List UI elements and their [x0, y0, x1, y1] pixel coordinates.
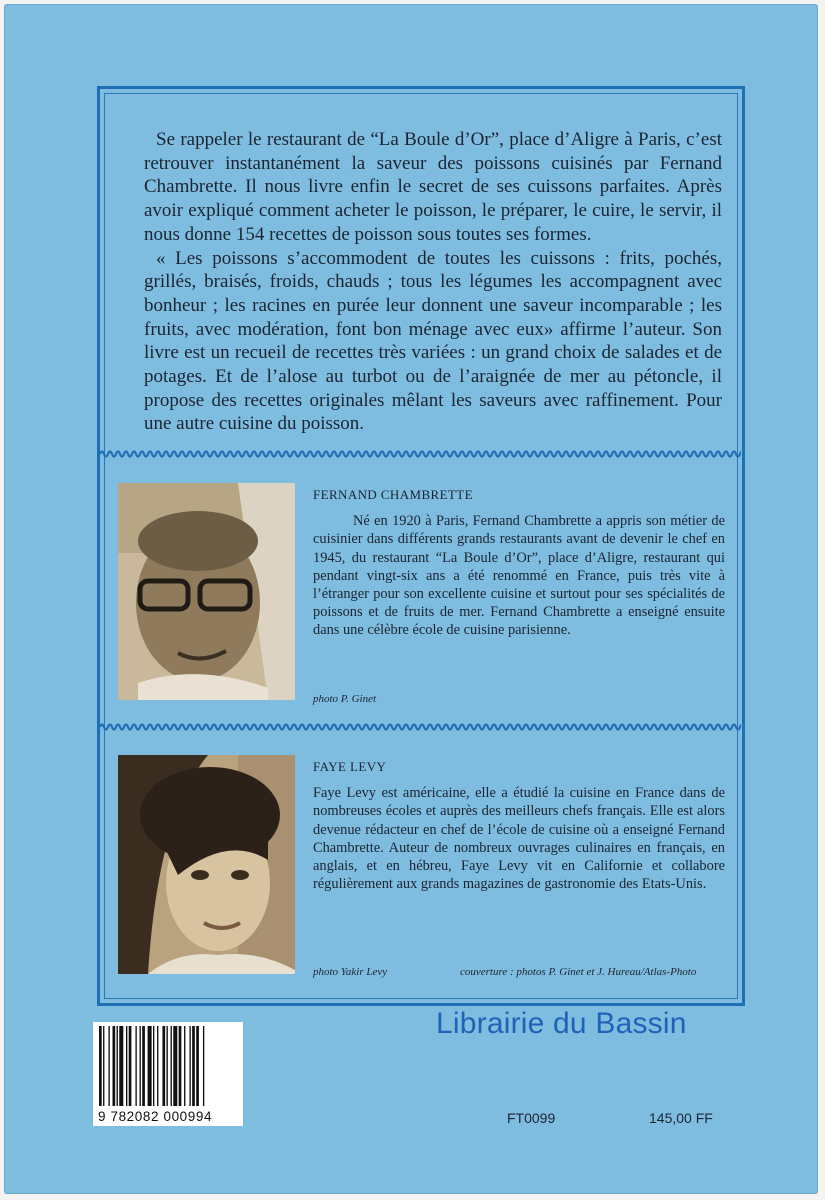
book-blurb	[144, 128, 722, 436]
barcode-bar	[179, 1026, 182, 1106]
wavy-divider-1	[100, 448, 741, 460]
bookshop-watermark: Librairie du Bassin	[436, 1007, 687, 1040]
barcode-bar	[129, 1026, 132, 1106]
barcode-bar	[157, 1026, 158, 1106]
photo-credit-2: photo Yakir Levy	[313, 966, 388, 978]
barcode-bar	[113, 1026, 116, 1106]
fernand-chambrette-photo	[118, 483, 295, 700]
author2-bio-block	[313, 758, 725, 893]
barcode-bar	[167, 1026, 168, 1106]
barcode-bar	[192, 1026, 195, 1106]
blurb-paragraph-2: « Les poissons s’accommodent de toutes les cuissons : frits, pochés, grillés, braisés, froids, chauds ; tous les légumes les accompagnent avec bonheur ; les racines en purée leur donnent une saveur incomparable ; les fruits, avec modération, font bon ménage avec eux» affirme l’auteur. Son livre est un recueil de recettes très variées : un grand choix de salades et de potages. Et de l’alose au turbot ou de l’araignée de mer au pétoncle, il propose des recettes originales mêlant les saveurs avec raffinement. Pour une autre cuisine du poisson.	[144, 247, 722, 435]
barcode-bar	[119, 1026, 123, 1106]
photo-credit-1: photo P. Ginet	[313, 693, 377, 705]
barcode-bar	[162, 1026, 165, 1106]
barcode-bar	[142, 1026, 145, 1106]
barcode-bar	[196, 1026, 199, 1106]
barcode-bar	[173, 1026, 177, 1106]
blurb-paragraph-1: Se rappeler le restaurant de “La Boule d’Or”, place d’Aligre à Paris, c’est retrouver instantanément la saveur des poissons cuisinés par Fernand Chambrette. Il nous livre enfin le secret de ses cuissons parfaites. Après avoir expliqué comment acheter le poisson, le préparer, le cuire, le servir, il nous donne 154 recettes de poisson sous toutes ses formes.	[144, 129, 722, 245]
barcode-bar	[148, 1026, 152, 1106]
barcode-bar	[140, 1026, 141, 1106]
price: 145,00 FF	[649, 1110, 713, 1126]
barcode-bar	[126, 1026, 127, 1106]
barcode-bar	[99, 1026, 102, 1106]
barcode-bar	[203, 1026, 204, 1106]
barcode-bar	[184, 1026, 185, 1106]
barcode-bar	[117, 1026, 118, 1106]
barcode-bar	[189, 1026, 190, 1106]
author2-bio: Faye Levy est américaine, elle a étudié la cuisine en France dans de nombreuses écoles et auprès des meilleurs chefs français. Elle est alors devenue rédacteur en chef de l’école de cuisine où a enseigné Fernand Chambrette. Auteur de nombreux ouvrages culinaires en français, en anglais, et en hébreu, Faye Levy vit en Californie et collabore régulièrement aux grands magazines de gastronomie des Etats-Unis.	[313, 785, 725, 893]
wavy-divider-2	[100, 721, 741, 733]
barcode-bar	[171, 1026, 172, 1106]
reference-code: FT0099	[507, 1110, 556, 1126]
barcode-bar	[153, 1026, 154, 1106]
barcode-bar	[108, 1026, 109, 1106]
barcode-bar	[103, 1026, 104, 1106]
author1-bio: Né en 1920 à Paris, Fernand Chambrette a appris son métier de cuisinier dans différents grands restaurants avant de devenir le chef en 1945, du restaurant “La Boule d’Or”, place d’Aligre, restaurant qui pendant vingt-six ans a été renommé en France, puis très vite à l’étranger pour son excellente cuisine et surtout pour ses spécialités de poissons et de fruits de mer. Fernand Chambrette a enseigné ensuite dans une célèbre école de cuisine parisienne.	[313, 513, 725, 639]
author1-bio-block	[313, 486, 725, 640]
faye-levy-photo	[118, 755, 295, 974]
barcode-bar	[135, 1026, 136, 1106]
barcode-number: 9 782082 000994	[98, 1109, 213, 1124]
cover-photo-credit: couverture : photos P. Ginet et J. Hureau/Atlas-Photo	[460, 966, 697, 978]
author1-name: FERNAND CHAMBRETTE	[313, 487, 473, 502]
author2-name: FAYE LEVY	[313, 759, 387, 774]
